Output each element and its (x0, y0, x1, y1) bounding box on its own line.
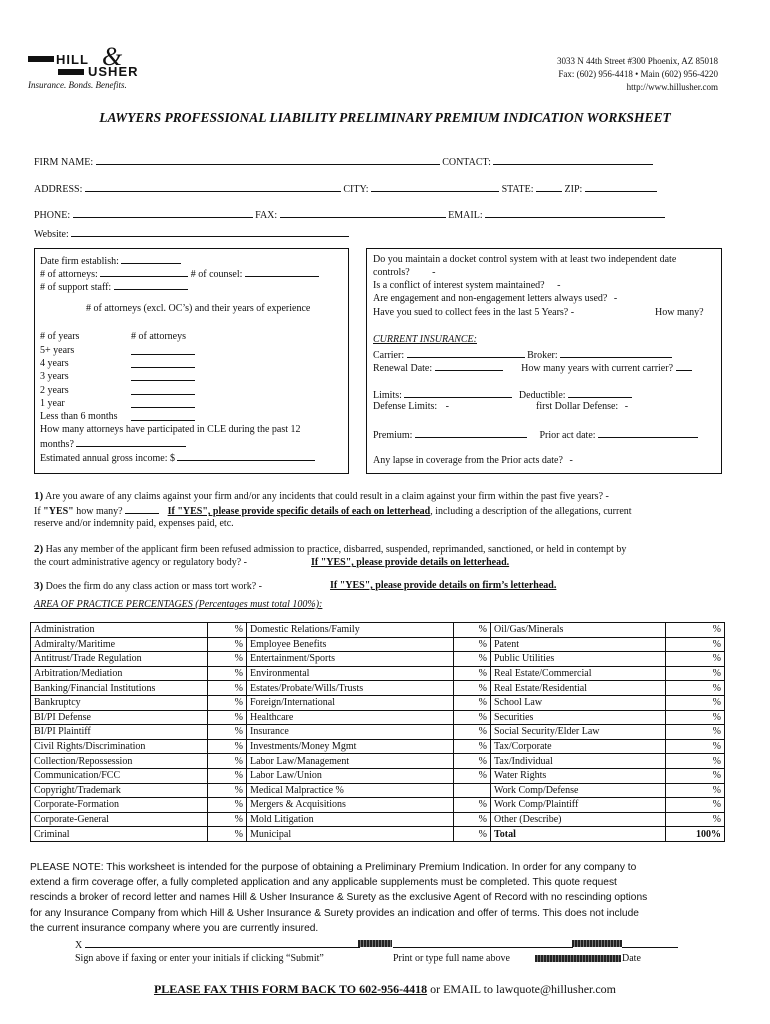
date-label: Date (622, 953, 641, 964)
q1-provide-details: If "YES", please provide specific details of each on letterhead (167, 506, 431, 517)
contact-field[interactable] (493, 155, 653, 165)
practice-area-label: BI/PI Defense (31, 710, 208, 725)
cle-label-line1: How many attorneys have participated in CLE during the past 12 (40, 424, 301, 435)
practice-area-label: Domestic Relations/Family (247, 623, 454, 638)
practice-area-label: BI/PI Plaintiff (31, 725, 208, 740)
practice-area-percent[interactable]: % (208, 739, 247, 754)
website-field[interactable] (71, 227, 349, 237)
practice-area-label: Water Rights (491, 768, 666, 783)
practice-row (31, 666, 725, 681)
practice-area-percent[interactable]: % (208, 754, 247, 769)
practice-area-label: Labor Law/Union (247, 768, 454, 783)
practice-area-percent[interactable]: % (666, 681, 725, 696)
practice-area-label: Foreign/International (247, 695, 454, 710)
attorneys-column-header: # of attorneys (131, 331, 186, 342)
experience-row (40, 345, 74, 356)
practice-area-percent[interactable]: % (208, 827, 247, 842)
practice-area-label: Admiralty/Maritime (31, 637, 208, 652)
practice-area-label: Administration (31, 623, 208, 638)
years-with-carrier-label: How many years with current carrier? (521, 363, 674, 374)
email-field[interactable] (485, 208, 665, 218)
practice-area-percent[interactable]: % (666, 623, 725, 638)
experience-row-field[interactable] (131, 358, 195, 368)
years-with-carrier-field[interactable] (676, 361, 692, 371)
practice-area-percent[interactable]: % (208, 798, 247, 813)
practice-area-label: Communication/FCC (31, 768, 208, 783)
experience-row-field[interactable] (131, 398, 195, 408)
experience-row-label: 5+ years (40, 345, 75, 356)
practice-area-label: Entertainment/Sports (247, 652, 454, 667)
practice-area-percent[interactable]: % (208, 681, 247, 696)
practice-area-label: Corporate-Formation (31, 798, 208, 813)
q3-text: Does the firm do any class action or mass tort work? - (45, 581, 263, 592)
practice-row (31, 754, 725, 769)
practice-area-percent[interactable]: % (208, 695, 247, 710)
phone-label: PHONE: (34, 210, 71, 221)
email-label: EMAIL: (448, 210, 483, 221)
experience-row-label: 2 years (40, 384, 69, 396)
note-line3: rescinds a broker of record letter and names Hill & Usher Insurance & Surety as the exclusive Agent of Record with no rescinding options (30, 892, 648, 904)
practice-area-label: Total (491, 827, 666, 842)
date-established-label: Date firm establish: (40, 256, 119, 267)
premium-field[interactable] (415, 428, 527, 438)
practice-area-label: School Law (491, 695, 666, 710)
practice-area-percent[interactable]: % (666, 725, 725, 740)
carrier-label: Carrier: (373, 350, 405, 361)
redacted-name (358, 940, 392, 947)
note-line5: the current insurance company where you are currently insured. (30, 922, 319, 934)
practice-area-percent[interactable]: % (454, 666, 491, 681)
fax-field[interactable] (280, 208, 446, 218)
num-counsel-field[interactable] (245, 267, 319, 277)
cle-field[interactable] (76, 437, 186, 447)
practice-area-percent[interactable]: % (454, 812, 491, 827)
practice-area-label: Bankruptcy (31, 695, 208, 710)
practice-area-percent[interactable]: % (454, 681, 491, 696)
practice-area-label: Antitrust/Trade Regulation (31, 652, 208, 667)
practice-area-percent[interactable]: % (454, 725, 491, 740)
experience-row-field[interactable] (131, 371, 195, 381)
q1-rest: , including a description of the allegations, current (430, 506, 632, 517)
num-attorneys-field[interactable] (100, 267, 188, 277)
fax-back-text: PLEASE FAX THIS FORM BACK TO 602-956-4418 (153, 982, 428, 996)
practice-area-label: Civil Rights/Discrimination (31, 739, 208, 754)
practice-row (31, 739, 725, 754)
practice-area-percent[interactable]: % (666, 783, 725, 798)
practice-area-percent[interactable]: % (666, 710, 725, 725)
practice-row (31, 725, 725, 740)
practice-area-label: Mold Litigation (247, 812, 454, 827)
experience-row-label: 1 year (40, 397, 65, 409)
docket-question-line1: Do you maintain a docket control system with at least two independent date (373, 254, 677, 265)
page-title: LAWYERS PROFESSIONAL LIABILITY PRELIMINARY PREMIUM INDICATION WORKSHEET (99, 110, 671, 125)
practice-area-percent[interactable]: % (208, 783, 247, 798)
practice-row (31, 827, 725, 842)
practice-area-label: Banking/Financial Institutions (31, 681, 208, 696)
logo-hill: HILL (56, 52, 89, 67)
sued-question: Have you sued to collect fees in the last 5 Years? - (373, 307, 575, 318)
experience-row-label: 3 years (40, 371, 69, 383)
practice-row (31, 652, 725, 667)
practice-area-percent[interactable]: % (666, 695, 725, 710)
practice-area-label: Medical Malpractice % (247, 783, 454, 798)
practice-row (31, 783, 725, 798)
practice-area-percent[interactable]: % (454, 652, 491, 667)
deductible-field[interactable] (568, 388, 632, 398)
zip-label: ZIP: (564, 184, 583, 195)
practice-area-percent[interactable]: % (208, 652, 247, 667)
num-support-label: # of support staff: (40, 282, 112, 293)
practice-area-label: Patent (491, 637, 666, 652)
docket-question-line2: controls? (373, 267, 410, 278)
signature-x: X (75, 940, 83, 951)
print-label: Print or type full name above (393, 953, 510, 964)
practice-row (31, 623, 725, 638)
q2-text: Has any member of the applicant firm been refused admission to practice, disbarred, suspended, reprimanded, sanctioned, or held in contempt by (45, 544, 627, 555)
practice-area-percent[interactable]: % (208, 812, 247, 827)
practice-area-percent[interactable]: % (454, 637, 491, 652)
first-dollar-label: first Dollar Defense: (536, 401, 619, 412)
conflict-answer[interactable]: - (557, 280, 561, 291)
practice-area-label: Work Comp/Plaintiff (491, 798, 666, 813)
practice-area-label: Employee Benefits (247, 637, 454, 652)
first-dollar-answer[interactable]: - (624, 401, 629, 412)
practice-area-label: Tax/Corporate (491, 739, 666, 754)
practice-area-label: Labor Law/Management (247, 754, 454, 769)
practice-area-label: Estates/Probate/Wills/Trusts (247, 681, 454, 696)
renewal-date-label: Renewal Date: (373, 363, 433, 374)
phone-field[interactable] (73, 208, 253, 218)
practice-area-label: Arbitration/Mediation (31, 666, 208, 681)
practice-area-label: Work Comp/Defense (491, 783, 666, 798)
practice-area-percent[interactable]: % (666, 768, 725, 783)
docket-answer[interactable]: - (432, 267, 436, 278)
q1-number: 1) (34, 490, 44, 502)
city-label: CITY: (343, 184, 369, 195)
email-back-text[interactable]: or EMAIL to lawquote@hillusher.com (430, 982, 617, 996)
practice-row (31, 812, 725, 827)
signature-field[interactable] (85, 938, 360, 948)
practice-row (31, 637, 725, 652)
company-address-line1: 3033 N 44th Street #300 Phoenix, AZ 85018 (557, 56, 718, 66)
practice-area-table (30, 622, 725, 842)
contact-label: CONTACT: (442, 157, 491, 168)
q3-number: 3) (34, 580, 44, 592)
practice-area-label: Criminal (31, 827, 208, 842)
q1-howmany-field[interactable] (125, 504, 159, 514)
note-line1: PLEASE NOTE: This worksheet is intended for the purpose of obtaining a Preliminary Premium Indication. In order for any company to (30, 862, 637, 873)
gross-income-label: Estimated annual gross income: $ (40, 453, 175, 464)
practice-area-label: Corporate-General (31, 812, 208, 827)
premium-label: Premium: (373, 430, 413, 441)
q1-text: Are you aware of any claims against your firm and/or any incidents that could result in a claim against your firm within the past five years? - (45, 491, 609, 502)
practice-area-percent[interactable]: % (454, 623, 491, 638)
q1-yes: "YES" (43, 506, 74, 517)
practice-area-label: Mergers & Acquisitions (247, 798, 454, 813)
limits-field[interactable] (404, 388, 512, 398)
practice-area-percent[interactable]: % (454, 798, 491, 813)
experience-row (40, 411, 118, 422)
note-line2: extend a firm coverage offer, a fully completed application and any applicable supplements must be completed. This quote request (30, 877, 617, 889)
prior-act-field[interactable] (598, 428, 698, 438)
num-support-field[interactable] (114, 280, 188, 290)
practice-area-percent[interactable]: % (208, 666, 247, 681)
practice-area-percent[interactable]: % (666, 754, 725, 769)
q2-line2: the court administrative agency or regulatory body? - (34, 557, 247, 568)
company-address-line2: Fax: (602) 956-4418 • Main (602) 956-4220 (558, 69, 718, 79)
practice-area-percent[interactable]: % (208, 725, 247, 740)
practice-area-percent[interactable]: 100% (666, 827, 725, 842)
practice-area-percent[interactable]: % (454, 739, 491, 754)
cle-label-line2: months? (40, 439, 74, 450)
practice-area-percent[interactable]: % (666, 798, 725, 813)
practice-row (31, 681, 725, 696)
practice-area-label: Tax/Individual (491, 754, 666, 769)
gross-income-field[interactable] (177, 451, 315, 461)
practice-area-percent[interactable]: % (666, 812, 725, 827)
q1-howmany-label: how many? (76, 506, 123, 517)
num-attorneys-label: # of attorneys: (40, 269, 98, 280)
practice-row (31, 710, 725, 725)
redacted-date (535, 955, 621, 962)
redacted-date-top (572, 940, 622, 947)
practice-area-label: Other (Describe) (491, 812, 666, 827)
practice-row (31, 695, 725, 710)
practice-area-label: Social Security/Elder Law (491, 725, 666, 740)
practice-area-label: Insurance (247, 725, 454, 740)
print-name-field[interactable] (393, 947, 573, 948)
fax-label: FAX: (255, 210, 278, 221)
date-established-field[interactable] (121, 254, 181, 264)
practice-area-label: Securities (491, 710, 666, 725)
experience-row-field[interactable] (131, 345, 195, 355)
how-many-label: How many? (655, 307, 704, 318)
renewal-date-field[interactable] (435, 361, 503, 371)
q1-line3: reserve and/or indemnity paid, expenses paid, etc. (34, 518, 234, 529)
practice-area-percent[interactable]: % (208, 768, 247, 783)
practice-row (31, 768, 725, 783)
practice-area-label: Environmental (247, 666, 454, 681)
q2-provide-details: If "YES", please provide details on letterhead. (311, 557, 510, 568)
conflict-question: Is a conflict of interest system maintained? (373, 280, 545, 291)
limits-label: Limits: (373, 390, 402, 401)
experience-row (40, 358, 69, 369)
current-insurance-heading: CURRENT INSURANCE: (373, 334, 477, 345)
practice-area-percent[interactable]: % (454, 754, 491, 769)
experience-row-label: 4 years (40, 358, 69, 370)
practice-area-percent[interactable]: % (454, 827, 491, 842)
note-line4: for any Insurance Company from which Hill & Usher Insurance & Surety provides an indication and offer of terms. This does not include (30, 907, 639, 919)
engagement-answer[interactable]: - (613, 293, 618, 304)
state-field[interactable] (536, 182, 562, 192)
q2-number: 2) (34, 543, 44, 555)
engagement-question: Are engagement and non-engagement letters always used? (373, 293, 608, 304)
q1-if: If (34, 506, 41, 517)
practice-area-label: Real Estate/Commercial (491, 666, 666, 681)
prior-act-label: Prior act date: (539, 430, 596, 441)
experience-row (40, 385, 69, 396)
practice-area-label: Investments/Money Mgmt (247, 739, 454, 754)
lapse-question: Any lapse in coverage from the Prior acts date? (373, 455, 563, 466)
city-field[interactable] (371, 182, 499, 192)
experience-row-label: Less than 6 months (40, 411, 118, 422)
deductible-label: Deductible: (518, 390, 566, 401)
broker-field[interactable] (560, 348, 672, 358)
logo-tagline: Insurance. Bonds. Benefits. (28, 80, 127, 90)
practice-area-percent[interactable] (454, 783, 491, 798)
experience-row-field[interactable] (131, 411, 195, 421)
practice-area-label: Copyright/Trademark (31, 783, 208, 798)
practice-area-percent[interactable]: % (666, 666, 725, 681)
practice-row (31, 798, 725, 813)
practice-area-percent[interactable]: % (454, 710, 491, 725)
experience-row (40, 398, 65, 409)
logo-usher: USHER (88, 64, 139, 79)
q3-provide-details: If "YES", please provide details on firm’s letterhead. (330, 580, 557, 591)
practice-area-percent[interactable]: % (666, 652, 725, 667)
practice-area-label: Municipal (247, 827, 454, 842)
state-label: STATE: (501, 184, 534, 195)
practice-area-label: Collection/Repossession (31, 754, 208, 769)
practice-area-percent[interactable]: % (454, 695, 491, 710)
practice-area-percent[interactable]: % (454, 768, 491, 783)
practice-area-percent[interactable]: % (666, 739, 725, 754)
experience-row (40, 371, 69, 382)
years-column-header: # of years (40, 331, 80, 342)
date-field[interactable] (622, 947, 678, 948)
practice-area-percent[interactable]: % (208, 710, 247, 725)
company-url[interactable]: http://www.hillusher.com (626, 82, 718, 92)
num-counsel-label: # of counsel: (190, 269, 243, 280)
logo-ampersand: & (102, 42, 123, 71)
address-label: ADDRESS: (34, 184, 83, 195)
experience-heading: # of attorneys (excl. OC’s) and their years of experience (86, 303, 311, 314)
lapse-answer[interactable]: - (569, 455, 573, 466)
practice-area-label: Real Estate/Residential (491, 681, 666, 696)
practice-area-label: Healthcare (247, 710, 454, 725)
website-label: Website: (34, 229, 69, 240)
firm-name-label: FIRM NAME: (34, 157, 94, 168)
practice-heading: AREA OF PRACTICE PERCENTAGES (Percentages must total 100%): (34, 599, 323, 610)
defense-limits-answer[interactable]: - (445, 401, 449, 412)
carrier-field[interactable] (407, 348, 525, 358)
company-logo (28, 42, 158, 94)
practice-area-percent[interactable]: % (666, 637, 725, 652)
sign-label: Sign above if faxing or enter your initials if clicking “Submit” (75, 953, 324, 964)
address-field[interactable] (85, 182, 341, 192)
experience-row-field[interactable] (131, 385, 195, 395)
broker-label: Broker: (527, 350, 558, 361)
defense-limits-label: Defense Limits: (373, 401, 438, 412)
firm-name-field[interactable] (96, 155, 440, 165)
zip-field[interactable] (585, 182, 657, 192)
practice-area-label: Oil/Gas/Minerals (491, 623, 666, 638)
practice-area-label: Public Utilities (491, 652, 666, 667)
practice-area-percent[interactable]: % (208, 637, 247, 652)
practice-area-percent[interactable]: % (208, 623, 247, 638)
